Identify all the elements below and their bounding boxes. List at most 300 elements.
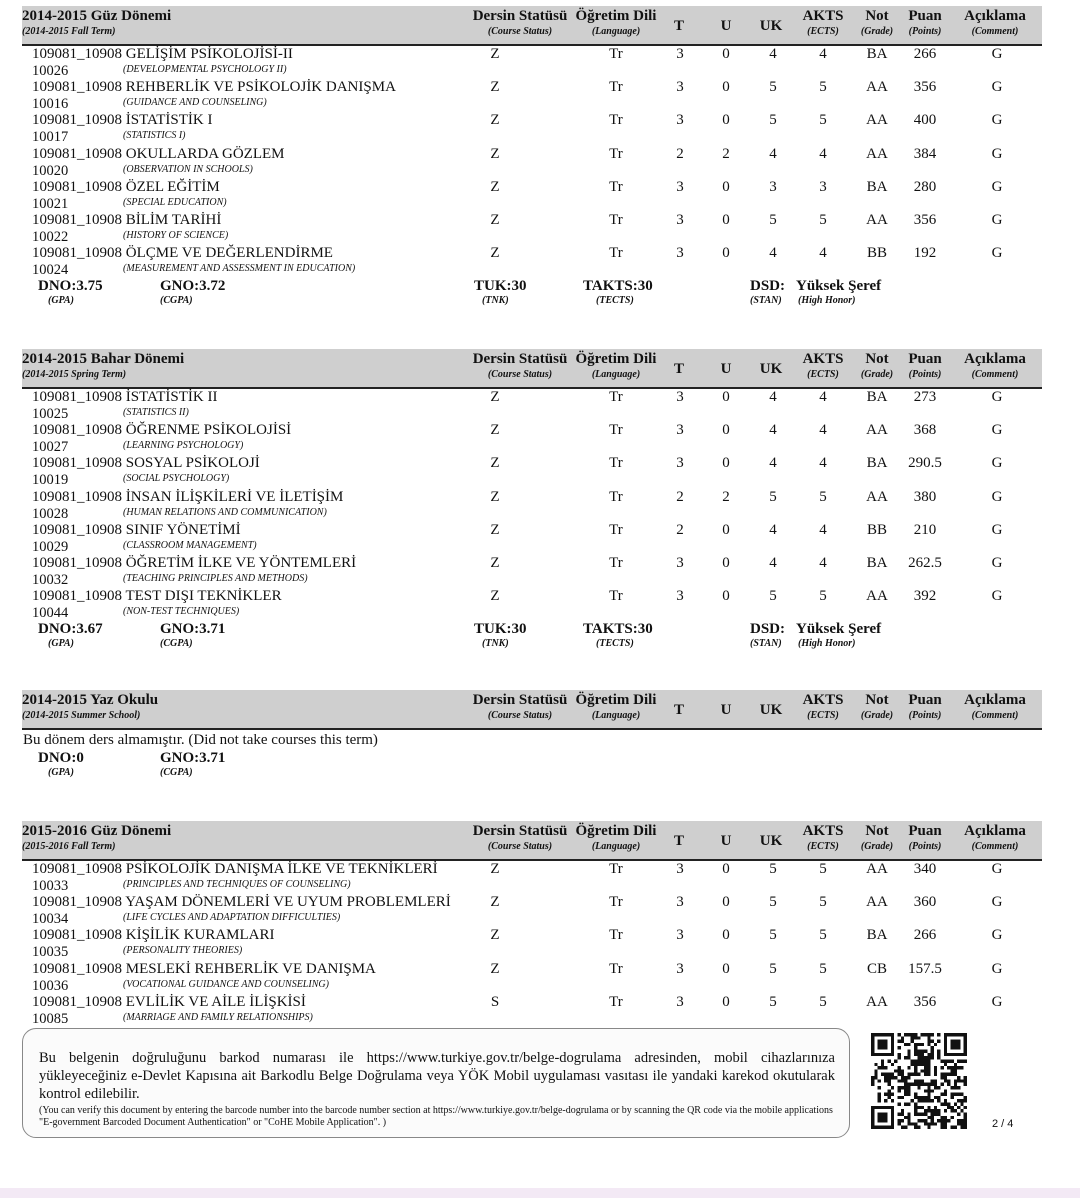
course-status: Z <box>490 112 500 129</box>
course-row <box>22 422 1042 455</box>
course-uk: 4 <box>769 389 777 405</box>
course-u: 0 <box>722 79 730 96</box>
col-comment: Açıklama <box>964 823 1026 839</box>
col-points-sub: (Points) <box>908 26 942 37</box>
col-grade-sub: (Grade) <box>860 841 894 852</box>
course-u: 0 <box>722 245 730 262</box>
course-row <box>22 146 1042 179</box>
col-t: T <box>673 702 684 718</box>
course-id: 10026 <box>32 63 69 79</box>
course-row <box>22 112 1042 145</box>
col-status: Dersin Statüsü <box>472 351 568 367</box>
course-uk: 5 <box>769 112 777 129</box>
course-comment: G <box>991 455 1003 472</box>
course-code-name: 109081_10908 GELİŞİM PSİKOLOJİSİ-II <box>32 46 293 62</box>
term-section <box>22 690 1042 784</box>
course-lang: Tr <box>609 455 623 472</box>
course-comment: G <box>991 521 1003 538</box>
course-points: 210 <box>913 521 937 538</box>
term-header <box>22 690 1042 730</box>
course-t: 3 <box>676 211 684 228</box>
col-uk: UK <box>759 702 783 718</box>
page-number: 2 / 4 <box>992 1118 1014 1130</box>
course-akts: 4 <box>819 245 827 262</box>
course-code-name: 109081_10908 SOSYAL PSİKOLOJİ <box>32 455 260 472</box>
course-t: 3 <box>676 112 684 129</box>
term-title: 2015-2016 Güz Dönemi <box>22 823 172 839</box>
course-uk: 5 <box>769 993 777 1010</box>
course-t: 2 <box>676 521 684 538</box>
course-id: 10022 <box>32 228 69 245</box>
term-header <box>22 349 1042 389</box>
col-grade: Not <box>865 8 889 24</box>
course-t: 3 <box>676 422 684 439</box>
course-id: 10025 <box>32 406 69 422</box>
col-grade-sub: (Grade) <box>860 710 894 721</box>
course-t: 3 <box>676 245 684 262</box>
course-akts: 4 <box>819 455 827 472</box>
col-uk: UK <box>759 18 783 34</box>
gno-value: GNO:3.71 <box>160 621 226 638</box>
course-uk: 5 <box>769 488 777 505</box>
course-t: 3 <box>676 79 684 96</box>
course-points: 384 <box>913 145 937 162</box>
course-code-name: 109081_10908 ÖĞRENME PSİKOLOJİSİ <box>32 422 292 439</box>
col-u: U <box>720 361 732 377</box>
course-id: 10020 <box>32 162 69 179</box>
col-t: T <box>673 361 684 377</box>
term-summary <box>22 621 1042 655</box>
course-grade: AA <box>866 112 888 129</box>
col-comment-sub: (Comment) <box>971 710 1019 721</box>
course-u: 0 <box>722 389 730 405</box>
term-summary <box>22 750 1042 784</box>
course-u: 0 <box>722 521 730 538</box>
course-row <box>22 79 1042 112</box>
col-language-sub: (Language) <box>591 710 641 721</box>
course-code-name: 109081_10908 İSTATİSTİK I <box>32 112 213 129</box>
col-comment: Açıklama <box>964 692 1026 708</box>
course-t: 3 <box>676 861 684 877</box>
col-points-sub: (Points) <box>908 841 942 852</box>
col-comment: Açıklama <box>964 8 1026 24</box>
tuk-value: TUK:30 <box>474 621 527 638</box>
course-row <box>22 212 1042 245</box>
col-akts-sub: (ECTS) <box>807 841 839 852</box>
course-english-name: (OBSERVATION IN SCHOOLS) <box>123 163 253 175</box>
course-row <box>22 245 1042 278</box>
stan-label: (STAN) <box>750 638 782 650</box>
course-status: Z <box>490 455 500 472</box>
tuk-value: TUK:30 <box>474 278 527 295</box>
course-row <box>22 455 1042 488</box>
course-t: 3 <box>676 927 684 944</box>
course-grade: AA <box>866 993 888 1010</box>
course-lang: Tr <box>609 79 623 96</box>
term-subtitle: (2015-2016 Fall Term) <box>22 841 116 852</box>
takts-value: TAKTS:30 <box>583 278 653 295</box>
takts-value: TAKTS:30 <box>583 621 653 638</box>
col-grade: Not <box>865 692 889 708</box>
course-akts: 4 <box>819 145 827 162</box>
course-lang: Tr <box>609 145 623 162</box>
course-points: 266 <box>913 46 937 62</box>
qr-code-icon[interactable] <box>871 1033 967 1129</box>
col-status-sub: (Course Status) <box>487 841 553 852</box>
course-t: 3 <box>676 554 684 571</box>
course-row <box>22 994 1042 1027</box>
course-english-name: (CLASSROOM MANAGEMENT) <box>123 539 257 551</box>
honor-label: (High Honor) <box>798 638 856 650</box>
course-status: Z <box>490 960 500 977</box>
verification-text-tr: Bu belgenin doğruluğunu barkod numarası ile https://www.turkiye.gov.tr/belge-dogrulama adresinden, mobil cihazlarınıza yükleyeceğiniz e-Devlet Kapısına ait Barkodlu Belge Doğrulama veya YÖK Mobil uygulaması vasıtası ile yandaki karekod okutularak kontrol edilebilir. <box>39 1050 835 1102</box>
course-status: Z <box>490 521 500 538</box>
course-grade: AA <box>866 422 888 439</box>
dno-value: DNO:0 <box>38 750 84 766</box>
honor-value: Yüksek Şeref <box>796 621 882 638</box>
col-akts: AKTS <box>802 8 844 24</box>
course-t: 3 <box>676 389 684 405</box>
dno-value: DNO:3.67 <box>38 621 103 638</box>
course-akts: 4 <box>819 521 827 538</box>
tects-label: (TECTS) <box>596 295 634 307</box>
term-title: 2014-2015 Yaz Okulu <box>22 692 159 708</box>
course-code-name: 109081_10908 BİLİM TARİHİ <box>32 211 222 228</box>
term-section <box>22 821 1042 1027</box>
course-points: 340 <box>913 861 937 877</box>
course-row <box>22 894 1042 927</box>
course-akts: 5 <box>819 211 827 228</box>
course-comment: G <box>991 554 1003 571</box>
course-points: 392 <box>913 588 937 605</box>
dsd-label: DSD: <box>750 621 786 638</box>
course-code-name: 109081_10908 TEST DIŞI TEKNİKLER <box>32 588 282 605</box>
cgpa-label: (CGPA) <box>160 638 193 650</box>
col-points-sub: (Points) <box>908 710 942 721</box>
course-points: 290.5 <box>908 455 942 472</box>
course-grade: AA <box>866 488 888 505</box>
col-akts-sub: (ECTS) <box>807 369 839 380</box>
course-akts: 5 <box>819 894 827 911</box>
course-id: 10033 <box>32 878 69 894</box>
course-status: Z <box>490 927 500 944</box>
course-comment: G <box>991 993 1003 1010</box>
gpa-label: (GPA) <box>48 638 74 650</box>
course-points: 356 <box>913 211 937 228</box>
course-id: 10021 <box>32 195 69 212</box>
course-akts: 5 <box>819 927 827 944</box>
course-u: 2 <box>722 145 730 162</box>
course-u: 0 <box>722 993 730 1010</box>
tnk-label: (TNK) <box>482 295 509 307</box>
col-language-sub: (Language) <box>591 369 641 380</box>
course-points: 157.5 <box>908 960 942 977</box>
course-akts: 5 <box>819 79 827 96</box>
course-points: 356 <box>913 79 937 96</box>
course-akts: 5 <box>819 993 827 1010</box>
dsd-label: DSD: <box>750 278 786 295</box>
course-lang: Tr <box>609 422 623 439</box>
term-subtitle: (2014-2015 Summer School) <box>22 710 141 721</box>
course-lang: Tr <box>609 521 623 538</box>
course-comment: G <box>991 178 1003 195</box>
course-uk: 4 <box>769 145 777 162</box>
course-row <box>22 389 1042 422</box>
course-code-name: 109081_10908 OKULLARDA GÖZLEM <box>32 145 285 162</box>
course-grade: AA <box>866 145 888 162</box>
course-code-name: 109081_10908 REHBERLİK VE PSİKOLOJİK DANIŞMA <box>32 79 396 96</box>
course-row <box>22 555 1042 588</box>
course-u: 0 <box>722 861 730 877</box>
course-status: S <box>490 993 500 1010</box>
col-language: Öğretim Dili <box>575 692 657 708</box>
col-grade: Not <box>865 351 889 367</box>
course-akts: 5 <box>819 588 827 605</box>
course-lang: Tr <box>609 389 623 405</box>
course-u: 0 <box>722 211 730 228</box>
col-akts-sub: (ECTS) <box>807 710 839 721</box>
course-comment: G <box>991 927 1003 944</box>
course-comment: G <box>991 245 1003 262</box>
course-lang: Tr <box>609 554 623 571</box>
course-lang: Tr <box>609 588 623 605</box>
course-comment: G <box>991 46 1003 62</box>
page-bottom-edge <box>0 1188 1080 1198</box>
course-comment: G <box>991 211 1003 228</box>
course-list <box>22 46 1042 278</box>
course-status: Z <box>490 588 500 605</box>
col-akts: AKTS <box>802 351 844 367</box>
course-points: 400 <box>913 112 937 129</box>
course-uk: 5 <box>769 588 777 605</box>
col-status-sub: (Course Status) <box>487 369 553 380</box>
course-english-name: (PERSONALITY THEORIES) <box>123 945 243 957</box>
course-t: 3 <box>676 960 684 977</box>
course-status: Z <box>490 178 500 195</box>
course-uk: 5 <box>769 894 777 911</box>
course-id: 10029 <box>32 538 69 555</box>
course-u: 0 <box>722 46 730 62</box>
col-uk: UK <box>759 361 783 377</box>
col-status: Dersin Statüsü <box>472 692 568 708</box>
course-u: 2 <box>722 488 730 505</box>
course-code-name: 109081_10908 SINIF YÖNETİMİ <box>32 521 241 538</box>
course-t: 2 <box>676 145 684 162</box>
course-t: 2 <box>676 488 684 505</box>
term-header <box>22 821 1042 861</box>
course-lang: Tr <box>609 46 623 62</box>
col-points: Puan <box>908 8 942 24</box>
course-uk: 4 <box>769 554 777 571</box>
course-list <box>22 861 1042 1027</box>
course-english-name: (STATISTICS I) <box>123 130 186 142</box>
course-row <box>22 46 1042 79</box>
course-comment: G <box>991 488 1003 505</box>
course-row <box>22 927 1042 960</box>
honor-value: Yüksek Şeref <box>796 278 882 295</box>
course-row <box>22 861 1042 894</box>
no-courses-note: Bu dönem ders almamıştır. (Did not take courses this term) <box>23 732 378 748</box>
course-grade: CB <box>866 960 887 977</box>
course-grade: BA <box>866 178 888 195</box>
course-status: Z <box>490 861 500 877</box>
course-grade: AA <box>866 894 888 911</box>
course-uk: 4 <box>769 46 777 62</box>
course-status: Z <box>490 79 500 96</box>
course-u: 0 <box>722 455 730 472</box>
course-akts: 4 <box>819 46 827 62</box>
col-u: U <box>720 702 732 718</box>
course-lang: Tr <box>609 927 623 944</box>
course-uk: 5 <box>769 211 777 228</box>
gpa-label: (GPA) <box>48 767 74 778</box>
course-t: 3 <box>676 455 684 472</box>
course-english-name: (MEASUREMENT AND ASSESSMENT IN EDUCATION) <box>123 263 356 275</box>
course-points: 380 <box>913 488 937 505</box>
term-subtitle: (2014-2015 Fall Term) <box>22 26 116 37</box>
course-status: Z <box>490 422 500 439</box>
course-lang: Tr <box>609 178 623 195</box>
course-english-name: (VOCATIONAL GUIDANCE AND COUNSELING) <box>123 978 329 990</box>
course-comment: G <box>991 894 1003 911</box>
course-row <box>22 179 1042 212</box>
course-akts: 4 <box>819 554 827 571</box>
course-points: 266 <box>913 927 937 944</box>
course-uk: 3 <box>769 178 777 195</box>
course-id: 10036 <box>32 977 69 994</box>
course-code-name: 109081_10908 MESLEKİ REHBERLİK VE DANIŞMA <box>32 960 376 977</box>
course-grade: BA <box>866 554 888 571</box>
course-t: 3 <box>676 46 684 62</box>
course-comment: G <box>991 145 1003 162</box>
course-akts: 3 <box>819 178 827 195</box>
course-status: Z <box>490 46 500 62</box>
course-list <box>22 389 1042 621</box>
course-id: 10024 <box>32 262 69 279</box>
col-t: T <box>673 833 684 849</box>
course-points: 262.5 <box>908 554 942 571</box>
term-summary <box>22 278 1042 312</box>
course-grade: AA <box>866 79 888 96</box>
course-uk: 5 <box>769 960 777 977</box>
course-grade: BA <box>866 455 888 472</box>
course-code-name: 109081_10908 İSTATİSTİK II <box>32 389 218 405</box>
course-comment: G <box>991 79 1003 96</box>
col-points: Puan <box>908 823 942 839</box>
course-english-name: (LIFE CYCLES AND ADAPTATION DIFFICULTIES) <box>123 912 341 924</box>
course-u: 0 <box>722 422 730 439</box>
course-comment: G <box>991 112 1003 129</box>
course-grade: AA <box>866 861 888 877</box>
col-language: Öğretim Dili <box>575 8 657 24</box>
course-comment: G <box>991 422 1003 439</box>
honor-label: (High Honor) <box>798 295 856 307</box>
course-points: 368 <box>913 422 937 439</box>
course-comment: G <box>991 389 1003 405</box>
course-u: 0 <box>722 554 730 571</box>
course-akts: 5 <box>819 112 827 129</box>
course-id: 10027 <box>32 439 69 456</box>
gno-value: GNO:3.71 <box>160 750 226 766</box>
course-lang: Tr <box>609 861 623 877</box>
course-akts: 4 <box>819 389 827 405</box>
col-language-sub: (Language) <box>591 841 641 852</box>
course-u: 0 <box>722 960 730 977</box>
col-language: Öğretim Dili <box>575 823 657 839</box>
col-t: T <box>673 18 684 34</box>
cgpa-label: (CGPA) <box>160 295 193 307</box>
course-code-name: 109081_10908 ÖĞRETİM İLKE VE YÖNTEMLERİ <box>32 554 357 571</box>
col-language: Öğretim Dili <box>575 351 657 367</box>
course-english-name: (SOCIAL PSYCHOLOGY) <box>123 473 230 485</box>
course-points: 280 <box>913 178 937 195</box>
course-code-name: 109081_10908 KİŞİLİK KURAMLARI <box>32 927 275 944</box>
course-row <box>22 961 1042 994</box>
course-id: 10035 <box>32 944 69 961</box>
course-lang: Tr <box>609 894 623 911</box>
col-comment-sub: (Comment) <box>971 841 1019 852</box>
course-grade: BA <box>866 927 888 944</box>
course-english-name: (STATISTICS II) <box>123 407 189 418</box>
course-grade: AA <box>866 588 888 605</box>
course-points: 192 <box>913 245 937 262</box>
course-t: 3 <box>676 993 684 1010</box>
course-lang: Tr <box>609 993 623 1010</box>
col-akts: AKTS <box>802 823 844 839</box>
col-status-sub: (Course Status) <box>487 26 553 37</box>
course-row <box>22 522 1042 555</box>
col-grade: Not <box>865 823 889 839</box>
col-u: U <box>720 833 732 849</box>
course-status: Z <box>490 894 500 911</box>
course-u: 0 <box>722 894 730 911</box>
course-grade: BA <box>866 389 888 405</box>
course-id: 10028 <box>32 505 69 522</box>
col-grade-sub: (Grade) <box>860 369 894 380</box>
col-status: Dersin Statüsü <box>472 823 568 839</box>
course-english-name: (TEACHING PRINCIPLES AND METHODS) <box>123 572 308 584</box>
course-code-name: 109081_10908 ÖZEL EĞİTİM <box>32 178 220 195</box>
course-id: 10016 <box>32 96 69 113</box>
col-comment-sub: (Comment) <box>971 369 1019 380</box>
course-lang: Tr <box>609 211 623 228</box>
term-subtitle: (2014-2015 Spring Term) <box>22 369 127 380</box>
course-english-name: (HISTORY OF SCIENCE) <box>123 229 229 241</box>
course-akts: 4 <box>819 422 827 439</box>
course-code-name: 109081_10908 ÖLÇME VE DEĞERLENDİRME <box>32 245 333 262</box>
course-status: Z <box>490 554 500 571</box>
course-grade: BA <box>866 46 888 62</box>
gno-value: GNO:3.72 <box>160 278 226 295</box>
course-grade: BB <box>866 245 887 262</box>
course-comment: G <box>991 960 1003 977</box>
col-status-sub: (Course Status) <box>487 710 553 721</box>
course-t: 3 <box>676 588 684 605</box>
course-id: 10034 <box>32 911 69 928</box>
stan-label: (STAN) <box>750 295 782 307</box>
course-akts: 5 <box>819 861 827 877</box>
course-english-name: (SPECIAL EDUCATION) <box>123 196 227 208</box>
term-section <box>22 6 1042 312</box>
col-points: Puan <box>908 692 942 708</box>
course-status: Z <box>490 389 500 405</box>
col-language-sub: (Language) <box>591 26 641 37</box>
col-u: U <box>720 18 732 34</box>
course-grade: BB <box>866 521 887 538</box>
course-uk: 5 <box>769 861 777 877</box>
term-section <box>22 349 1042 655</box>
term-title: 2014-2015 Bahar Dönemi <box>22 351 185 367</box>
